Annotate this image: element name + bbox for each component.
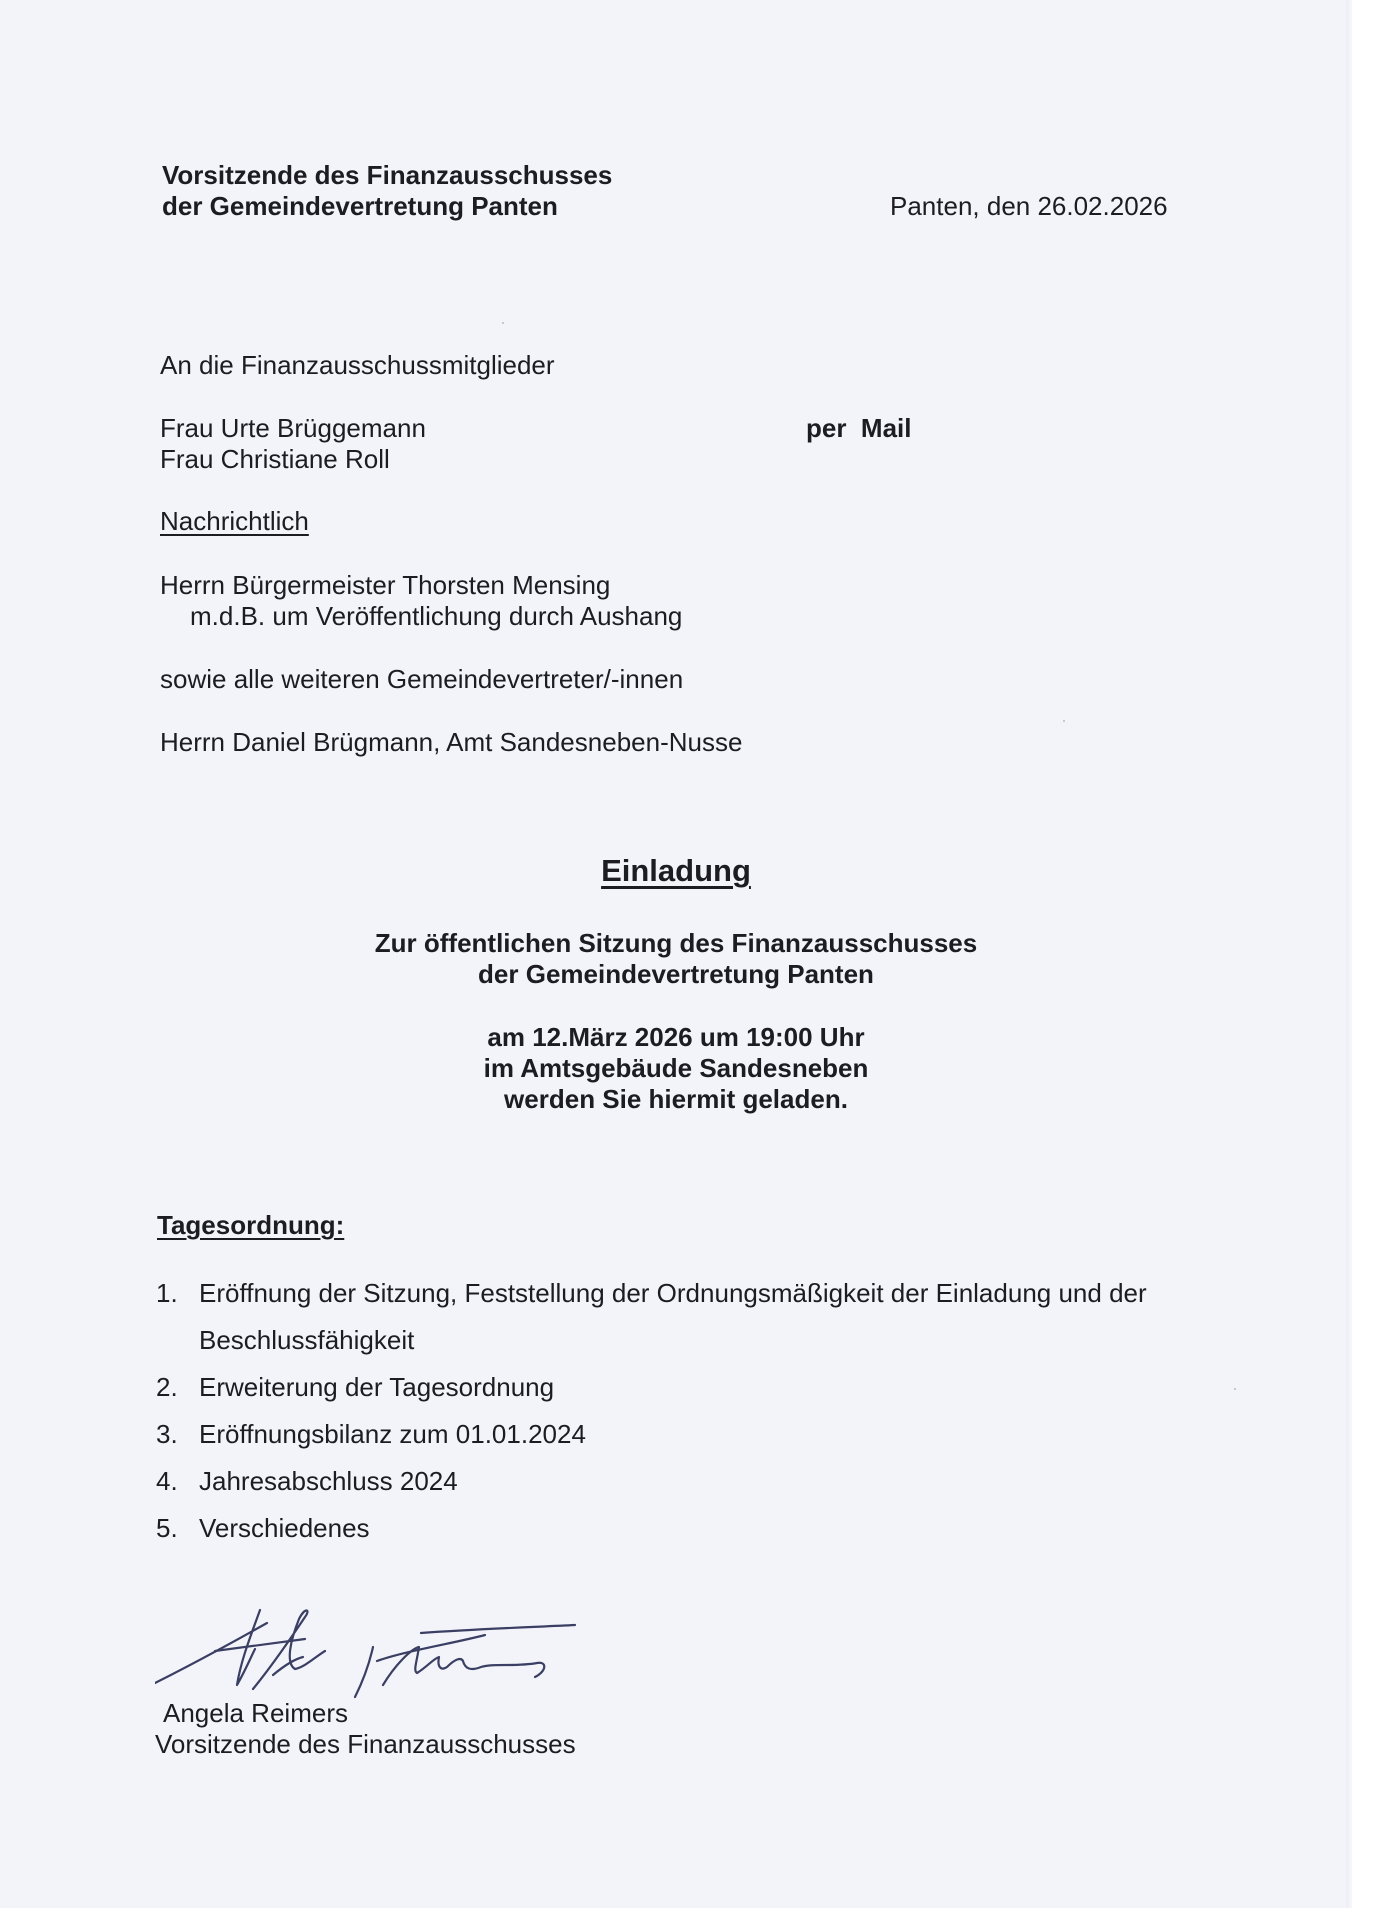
agenda-item <box>156 1505 1199 1552</box>
agenda-item-text: Jahresabschluss 2024 <box>199 1466 458 1496</box>
cc-heading: Nachrichtlich <box>160 506 309 536</box>
agenda-item-text: Erweiterung der Tagesordnung <box>199 1372 555 1402</box>
cc-mayor-note: m.d.B. um Veröffentlichung durch Aushang <box>190 601 683 631</box>
meeting-location: im Amtsgebäude Sandesneben <box>483 1053 869 1083</box>
agenda-item-number: 5. <box>156 1513 178 1543</box>
signatory-role: Vorsitzende des Finanzausschusses <box>155 1729 576 1759</box>
agenda-list <box>156 1270 1199 1552</box>
agenda-item <box>156 1458 1199 1505</box>
agenda-item-number: 4. <box>156 1466 178 1496</box>
agenda-item-text: Eröffnungsbilanz zum 01.01.2024 <box>199 1419 586 1449</box>
agenda-item-number: 1. <box>156 1278 178 1308</box>
scan-edge-bottom <box>0 1908 1393 1920</box>
meeting-date: am 12.März 2026 um 19:00 Uhr <box>487 1022 865 1052</box>
cc-admin: Herrn Daniel Brügmann, Amt Sandesneben-Nusse <box>160 727 743 757</box>
meeting-invite-note: werden Sie hiermit geladen. <box>504 1084 848 1114</box>
invitation-title: Einladung <box>601 853 751 888</box>
agenda-item <box>156 1411 1199 1458</box>
scan-speck <box>1063 720 1065 722</box>
recipient-name: Frau Urte Brüggemann <box>160 413 426 443</box>
signatory-name: Angela Reimers <box>163 1698 348 1728</box>
agenda-item <box>156 1270 1199 1364</box>
agenda-item <box>156 1364 1199 1411</box>
scan-speck <box>1234 1388 1236 1390</box>
scan-edge-right <box>1352 0 1393 1920</box>
invitation-line: der Gemeindevertretung Panten <box>478 959 874 989</box>
scan-speck <box>502 322 504 324</box>
recipient-name: Frau Christiane Roll <box>160 444 390 474</box>
sender-line-2: der Gemeindevertretung Panten <box>162 191 558 221</box>
agenda-item-number: 2. <box>156 1372 178 1402</box>
agenda-item-text: Verschiedenes <box>199 1513 370 1543</box>
delivery-method: per Mail <box>806 413 912 443</box>
agenda-item-number: 3. <box>156 1419 178 1449</box>
agenda-item-text: Eröffnung der Sitzung, Feststellung der Ordnungsmäßigkeit der Einladung und der Beschlussfähigkeit <box>199 1278 1147 1355</box>
agenda-heading: Tagesordnung: <box>157 1210 345 1240</box>
invitation-line: Zur öffentlichen Sitzung des Finanzausschusses <box>374 928 978 958</box>
letter-date: Panten, den 26.02.2026 <box>890 191 1168 221</box>
cc-others: sowie alle weiteren Gemeindevertreter/-innen <box>160 664 684 694</box>
cc-mayor: Herrn Bürgermeister Thorsten Mensing <box>160 570 611 600</box>
recipients-heading: An die Finanzausschussmitglieder <box>160 350 555 380</box>
sender-line-1: Vorsitzende des Finanzausschusses <box>162 160 613 190</box>
